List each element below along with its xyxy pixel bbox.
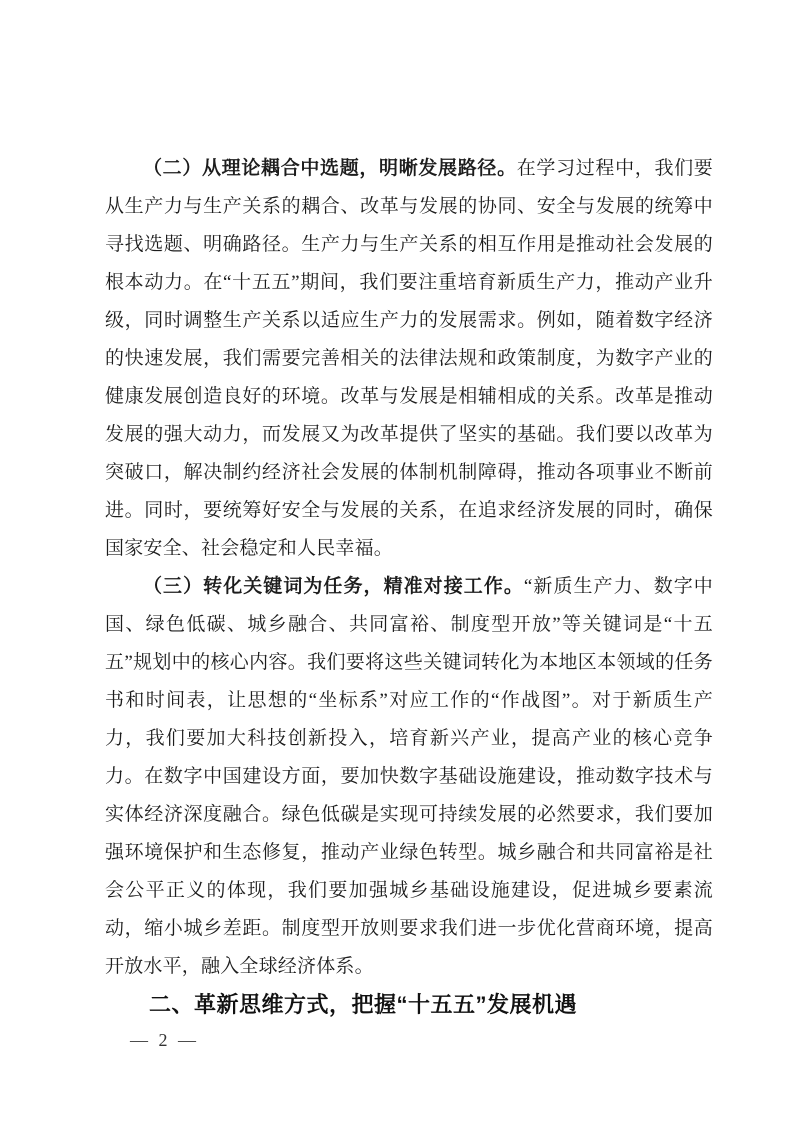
paragraph-section-2 [105,150,713,568]
paragraph-section-2-lead: （二）从理论耦合中选题，明晰发展路径。 [143,158,517,179]
paragraph-section-3-lead: （三）转化关键词为任务，精准对接工作。 [143,576,524,597]
document-content [105,150,713,1024]
paragraph-section-3-text: “新质生产力、数字中国、绿色低碳、城乡融合、共同富裕、制度型开放”等关键词是“十五五”规划中的核心内容。我们要将这些关键词转化为本地区本领域的任务书和时间表，让思想的“坐标系”对应工作的“作战图”。对于新质生产力，我们要加大科技创新投入，培育新兴产业，提高产业的核心竞争力。在数字中国建设方面，要加快数字基础设施建设，推动数字技术与实体经济深度融合。绿色低碳是实现可持续发展的必然要求，我们要加强环境保护和生态修复，推动产业绿色转型。城乡融合和共同富裕是社会公平正义的体现，我们要加强城乡基础设施建设，促进城乡要素流动，缩小城乡差距。制度型开放则要求我们进一步优化营商环境，提高开放水平，融入全球经济体系。 [105,576,713,977]
paragraph-section-3 [105,568,713,986]
page-number: — 2 — [130,1030,199,1050]
paragraph-section-2-text: 在学习过程中，我们要从生产力与生产关系的耦合、改革与发展的协同、安全与发展的统筹中寻找选题、明确路径。生产力与生产关系的相互作用是推动社会发展的根本动力。在“十五五”期间，我们要注重培育新质生产力，推动产业升级，同时调整生产关系以适应生产力的发展需求。例如，随着数字经济的快速发展，我们需要完善相关的法律法规和政策制度，为数字产业的健康发展创造良好的环境。改革与发展是相辅相成的关系。改革是推动发展的强大动力，而发展又为改革提供了坚实的基础。我们要以改革为突破口，解决制约经济社会发展的体制机制障碍，推动各项事业不断前进。同时，要统筹好安全与发展的关系，在追求经济发展的同时，确保国家安全、社会稳定和人民幸福。 [105,158,713,559]
section-heading: 二、革新思维方式，把握“十五五”发展机遇 [149,992,578,1017]
